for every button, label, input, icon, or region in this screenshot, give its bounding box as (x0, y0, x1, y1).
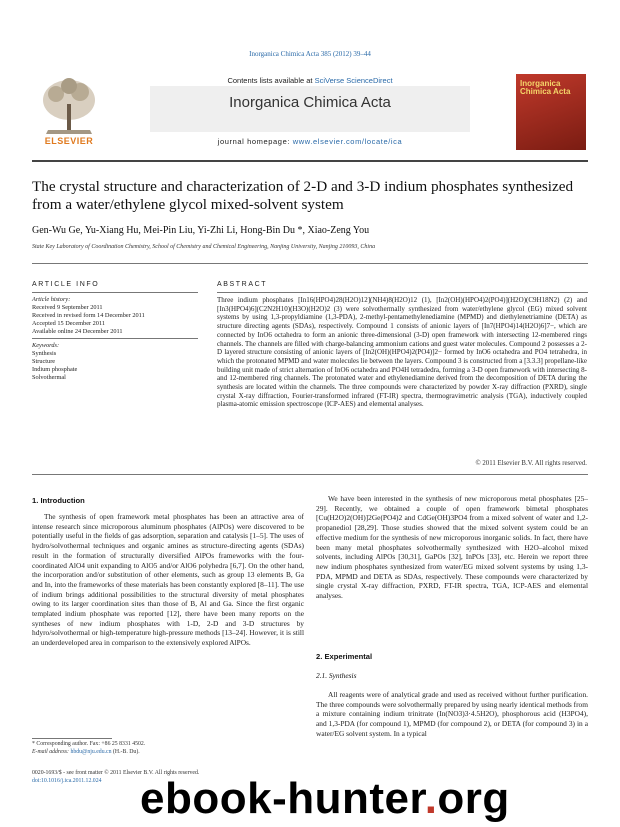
abstract-text: Three indium phosphates [In16(HPO4)28(H2O)12](NH4)8(H2O)12 (1), [In2(OH)(HPO4)2(PO4)](H2O)(C9H18N2) (2) and [In3(HPO4)6](C2N2H10)(H3O)(H2O)2 (3) were solvothermally synthesized from water/ethylene glycol (EG) mixed solvent systems by using 1,3-propyldiamine (1,3-PDA), 2-methyl-pentamethylenediamine (MPMD) and diethylenetriamine (DETA) as structure directing agents (SDAs), respectively. Compound 1 consists of anionic layers of [In7(HPO4)14(H2O)6]7−, which are connected by InO6 octahedra to form an anionic three-dimensional (3-D) open framework with intersecting 12-membered rings channels. The channels are filled with charge-balancing ammonium cations and guest water molecules. Compound 2 possesses a 2-D layered structure consisting of anionic layers of [In2(OH)(HPO4)2(PO4)]2− formed by InO6 octahedra and PO4 tetrahedra, in which the protonated MPMD and water molecules lie between the layers. Compound 3 is constructed from a [3.3.3] propellane-like building unit made of strict alternation of InO6 octahedra and PO4H tetradedra, forming a 3-D open framework with intersecting 8- and 12-membered ring channels. The protonated water and ethylenediamine derived from the decomposition of DETA during the synthesis are located within the channels. The three compounds were characterized by powder X-ray diffraction (PXRD), single crystal X-ray diffraction, Fourier-transformed infrared (FT-IR) spectra, thermogravimetric analysis (TGA), inductively coupled plasma-atomic emission spectroscope (ICP-AES) and elemental analyses. (217, 296, 587, 409)
affiliation: State Key Laboratory of Coordination Chemistry, School of Chemistry and Chemical Engineering, Nanjing University, Nanjing 210093, China (32, 244, 376, 250)
author-list: Gen-Wu Ge, Yu-Xiang Hu, Mei-Pin Liu, Yi-Zhi Li, Hong-Bin Du *, Xiao-Zeng You (32, 225, 370, 236)
watermark-dot: . (424, 774, 438, 823)
journal-cover-title: Inorganica Chimica Acta (520, 79, 571, 96)
watermark-suffix: org (437, 774, 510, 823)
intro-paragraph: The synthesis of open framework metal phosphates has been an attractive area of intense research since microporous aluminum phosphates (AlPOs) were discovered to be potentially useful in the fields of gas adsorption, separation and catalysis [1–5]. The uses of hydro/solvothermal techniques and organic amines as structure-directing agents (SDAs) result in the formation of structurally diversified AlPOs frameworks with the four-coordinated AlO4 unit expanding to AlO5 and/or AlO6 polyhedra [6,7]. On the other hand, the incorporation and/or substitution of other elements, such as group 13 elements B, Ga and In, into the frameworks of these materials has been constantly explored [8–11]. The use of indium brings additional possibilities to the structural diversity of metal phosphates owing to its larger coordination sites than those of B, Al and Ga. Since the first organic templated indium phosphate was reported [12], there have been many reports on the syntheses of new indium phosphates with 1-D, 2-D and 3-D structures by hdyro/solvothermal or high-temperature high-pressure methods [13–24]. However, it is still an underdeveloped area in comparison to the extensively explored AlPOs. (32, 512, 304, 648)
copyright: © 2011 Elsevier B.V. All rights reserved. (475, 460, 587, 467)
article-title: The crystal structure and characterization of 2-D and 3-D indium phosphates synthesized from a water/ethylene glycol mixed-solvent system (32, 178, 574, 213)
watermark-text: ebook-hunter (140, 774, 425, 823)
homepage-link[interactable]: www.elsevier.com/locate/ica (292, 137, 403, 146)
email-label: E-mail address: (32, 748, 71, 755)
divider (32, 474, 588, 475)
journal-title: Inorganica Chimica Acta (229, 94, 391, 111)
keywords-label: Keywords: (32, 342, 60, 349)
watermark (140, 774, 620, 824)
homepage-prefix: journal homepage: (217, 137, 293, 146)
intro-paragraph-continued: We have been interested in the synthesis of new microporous metal phosphates [25–29]. Recently, we obtained a couple of open framework bimetal phosphates [Cu(H2O)2(OH)]2Ge(PO4)2 and CdGe(OH)3PO4 from a mixed solvent of water and 1,2-propanediol [28,29]. Those studies showed that the mixed solvent system could be an effective medium for the synthesis of new microporous inorganic solids. In fact, there have been many metal phosphates solvothermally synthesized with H2O–alcohol mixed solvents, including AlPOs [30,31], GaPOs [32], InPOs [33], etc. Herein we report three new indium phosphates synthesized from water/EG mixed solvent systems by using 1,3-PDA, MPMD and DETA as SDAs, respectively. These compounds were characterized by single crystal X-ray diffraction, PXRD, FT-IR spectra, TGA, ICP-AES and elemental analyses. (316, 494, 588, 601)
received-date: Received 9 September 2011 (32, 304, 103, 311)
keyword: Solvothermal (32, 374, 66, 381)
keyword: Indium phosphate (32, 366, 78, 373)
email-suffix: (H.-B. Du). (111, 748, 140, 755)
footnote (32, 741, 304, 756)
footnote-rule (32, 738, 112, 739)
keywords (32, 342, 198, 382)
corresponding-author-note: * Corresponding author. Fax: +86 25 8331 4502. (32, 741, 146, 747)
synthesis-paragraph: All reagents were of analytical grade and used as received without further purification. The three compounds were solvothermally prepared by using nearly identical methods from a mixture containing indium trinitrate (In(NO3)3·4.5H2O), phosphorous acid (H3PO4), and 1,3-PDA (for compound 1), MPMD (for compound 2), or DETA (for compound 3) in a water/EG solvent system. In a typical (316, 690, 588, 738)
elsevier-wordmark: ELSEVIER (44, 136, 94, 146)
contents-prefix: Contents lists available at (227, 76, 315, 85)
article-info-label: ARTICLE INFO (32, 281, 100, 288)
abstract-label: ABSTRACT (217, 281, 268, 288)
contents-line (150, 76, 470, 85)
divider (32, 292, 198, 293)
keyword: Synthesis (32, 350, 57, 357)
sciencedirect-link[interactable]: SciVerse ScienceDirect (314, 76, 393, 85)
journal-reference[interactable]: Inorganica Chimica Acta 385 (2012) 39–44 (249, 50, 371, 58)
divider (32, 338, 198, 339)
divider (32, 263, 588, 264)
doi-text[interactable]: doi:10.1016/j.ica.2011.12.024 (32, 778, 102, 784)
divider (217, 292, 588, 293)
issn-line: 0020-1693/$ - see front matter © 2011 Elsevier B.V. All rights reserved. (32, 770, 200, 776)
subsection-heading-synthesis: 2.1. Synthesis (316, 671, 357, 680)
section-heading-introduction: 1. Introduction (32, 496, 85, 505)
header-rule (32, 160, 588, 162)
history-label: Article history: (32, 296, 71, 303)
online-date: Available online 24 December 2011 (32, 328, 123, 335)
email-link[interactable]: hbdu@nju.edu.cn (70, 748, 112, 755)
article-history (32, 296, 198, 336)
journal-homepage (150, 137, 470, 146)
accepted-date: Accepted 15 December 2011 (32, 320, 106, 327)
revised-date: Received in revised form 14 December 2011 (32, 312, 145, 319)
section-heading-experimental: 2. Experimental (316, 652, 373, 661)
keyword: Structure (32, 358, 56, 365)
